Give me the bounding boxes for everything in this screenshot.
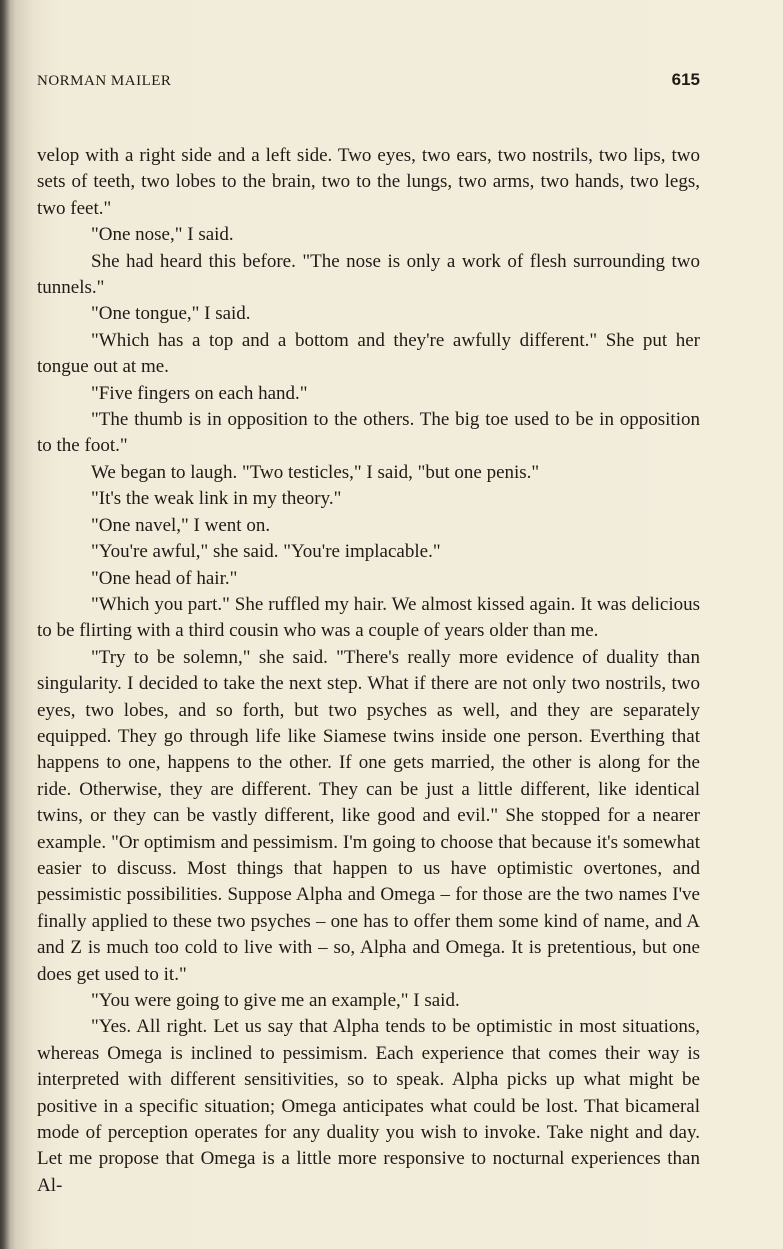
body-text <box>37 143 700 1199</box>
paragraph: She had heard this before. "The nose is only a work of flesh surrounding two tunnels." <box>37 250 700 299</box>
paragraph: "You're awful," she said. "You're implacable." <box>91 541 441 563</box>
paragraph: We began to laugh. "Two testicles," I said, "but one penis." <box>91 461 540 483</box>
paragraph: "One navel," I went on. <box>91 514 271 536</box>
paragraph: "Five fingers on each hand." <box>91 382 308 404</box>
running-head <box>37 70 700 94</box>
paragraph: "Which has a top and a bottom and they're awfully different." She put her tongue out at me. <box>37 329 700 378</box>
paragraph: "Yes. All right. Let us say that Alpha tends to be optimistic in most situations, whereas Omega is inclined to pessimism. Each experience that comes their way is interpreted with different sensitivities, so to speak. Alpha picks up what might be positive in a specific situation; Omega anticipates what could be lost. That bicameral mode of perception operates for any duality you wish to invoke. Take night and day. Let me propose that Omega is a little more responsive to nocturnal experiences than Al- <box>37 1016 700 1196</box>
paragraph: "Which you part." She ruffled my hair. We almost kissed again. It was delicious to be flirting with a third cousin who was a couple of years older than me. <box>37 593 700 642</box>
paragraph: "One head of hair." <box>91 567 238 589</box>
paragraph: "Try to be solemn," she said. "There's really more evidence of duality than singularity. I decided to take the next step. What if there are not only two nostrils, two eyes, two lobes, and so forth, but two psyches as well, and they are separately equipped. They go through life like Siamese twins inside one person. Everthing that happens to one, happens to the other. If one gets married, the other is along for the ride. Otherwise, they are different. They can be just a little different, like identical twins, or they can be vastly different, like good and evil." She stopped for a nearer example. "Or optimism and pessimism. I'm going to choose that because it's somewhat easier to discuss. Most things that happen to us have optimistic overtones, and pessimistic possibilities. Suppose Alpha and Omega – for those are the two names I've finally applied to these two psyches – one has to offer them some kind of name, and A and Z is much too cold to live with – so, Alpha and Omega. It is pretentious, but one does get used to it." <box>37 646 700 985</box>
page-number: 615 <box>671 70 700 89</box>
book-spine-shadow <box>0 0 10 1249</box>
paragraph: "You were going to give me an example," I said. <box>91 990 460 1011</box>
paragraph: velop with a right side and a left side. Two eyes, two ears, two nostrils, two lips, two sets of teeth, two lobes to the brain, two to the lungs, two arms, two hands, two legs, two feet." <box>37 145 700 219</box>
paragraph: "One nose," I said. <box>91 224 234 246</box>
paragraph: "One tongue," I said. <box>91 303 251 325</box>
paragraph: "It's the weak link in my theory." <box>91 488 342 510</box>
running-head-author: NORMAN MAILER <box>37 73 172 89</box>
paragraph: "The thumb is in opposition to the others. The big toe used to be in opposition to the foot." <box>37 409 700 457</box>
